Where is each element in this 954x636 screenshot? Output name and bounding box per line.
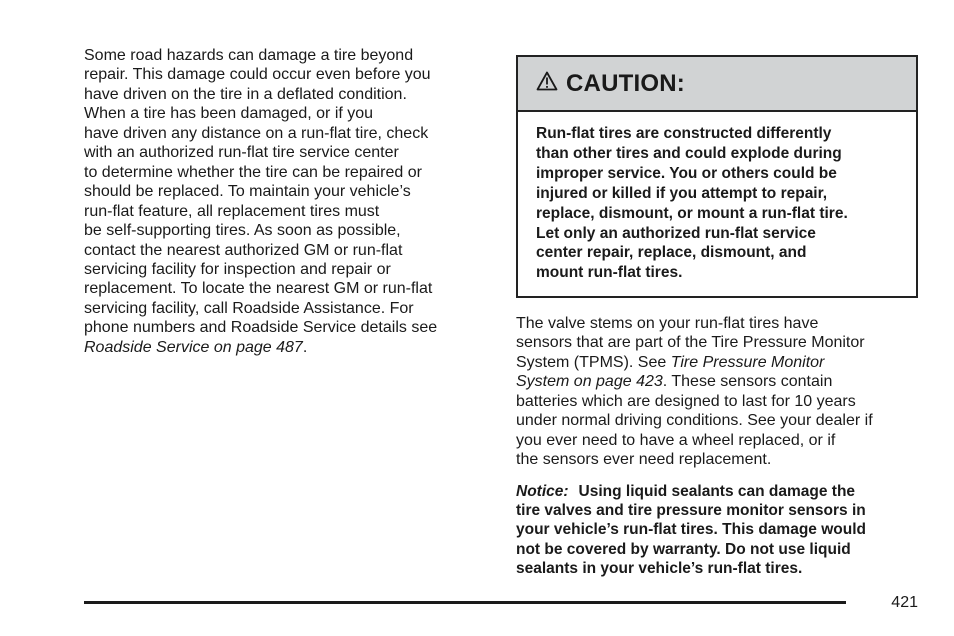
- road-hazards-paragraph: [84, 46, 484, 357]
- notice-paragraph: [516, 482, 918, 579]
- footer-rule: [84, 601, 846, 604]
- caution-header: [518, 57, 916, 112]
- notice-label: Notice:: [516, 482, 569, 500]
- caution-text: Run-flat tires are constructed differently than other tires and could explode during improper service. You or others could be injured or killed if you attempt to repair, replace, dismount, or mount a run-flat tire. Let only an authorized run-flat service center repair, replace, dismount, and mount run-flat tires.: [536, 125, 848, 282]
- valve-stems-paragraph: [516, 314, 918, 470]
- right-column: [516, 55, 918, 594]
- page-number: 421: [891, 594, 918, 611]
- roadside-service-reference: Roadside Service on page 487: [84, 338, 303, 356]
- caution-title: CAUTION:: [566, 69, 685, 97]
- left-column: [84, 46, 484, 357]
- valve-text-after: . These sensors contain batteries which are designed to last for 10 years under normal driving conditions. See your dealer if you ever need to have a wheel replaced, or if the sensors ever need replacement.: [516, 373, 873, 469]
- valve-text-before: The valve stems on your run-flat tires have sensors that are part of the Tire Pressure Monitor System (TPMS). See: [516, 315, 865, 371]
- tpms-reference: Tire Pressure Monitor System on page 423: [516, 353, 825, 391]
- reference-suffix: .: [302, 338, 308, 356]
- road-hazards-text: Some road hazards can damage a tire beyond repair. This damage could occur even before you have driven on the tire in a deflated condition. When a tire has been damaged, or if you have driven any distance on a run-flat tire, check with an authorized run-flat tire service center to determine whether the tire can be repaired or should be replaced. To maintain your vehicle’s run-flat feature, all replacement tires must be self-supporting tires. As soon as possible, contact the nearest authorized GM or run-flat servicing facility for inspection and repair or replacement. To locate the nearest GM or run-flat servicing facility, call Roadside Assistance. For phone numbers and Roadside Service details see: [84, 47, 438, 337]
- warning-triangle-icon: [536, 71, 558, 96]
- notice-text: Using liquid sealants can damage the tire valves and tire pressure monitor sensors in your vehicle’s run-flat tires. This damage would not be covered by warranty. Do not use liquid sealants in your vehicle’s run-flat tires.: [516, 482, 866, 578]
- caution-box: [516, 55, 918, 298]
